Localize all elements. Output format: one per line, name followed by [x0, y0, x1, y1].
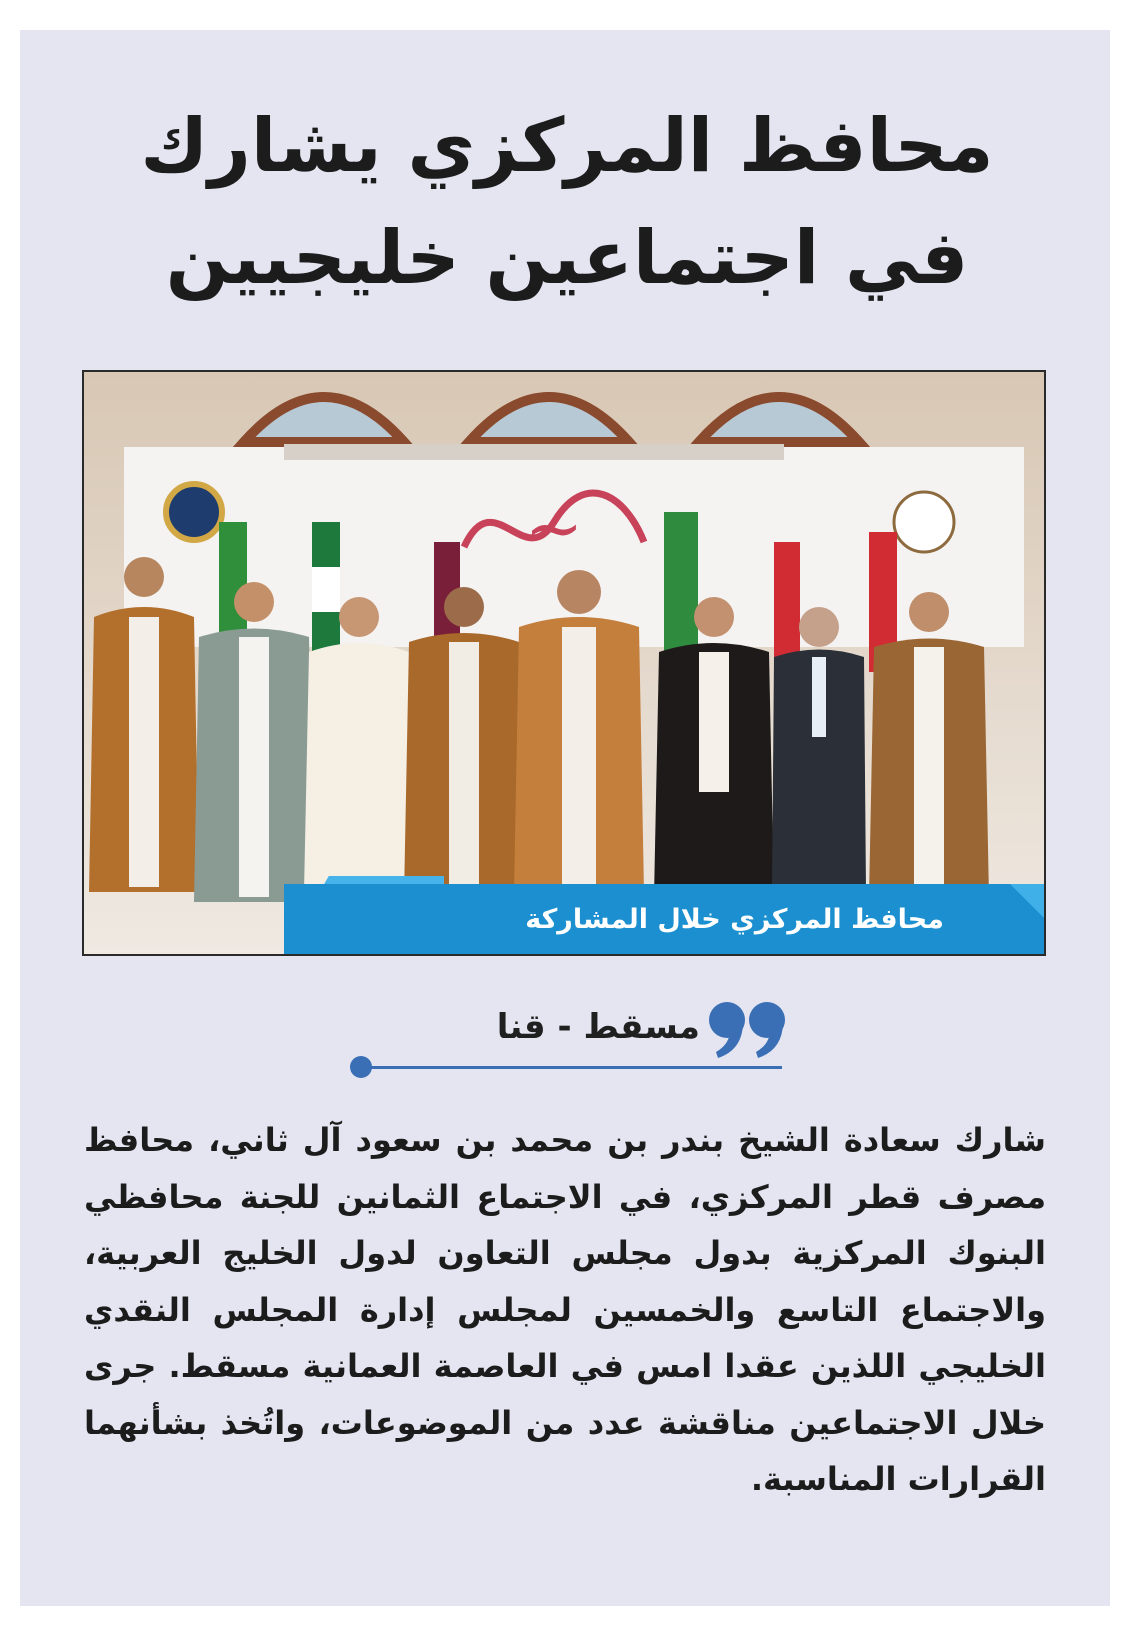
- dateline: مسقط - قنا: [496, 1007, 700, 1047]
- article-headline: [40, 90, 1094, 314]
- article-body: شارك سعادة الشيخ بندر بن محمد بن سعود آل ثاني، محافظ مصرف قطر المركزي، في الاجتماع الثمانين للجنة محافظي البنوك المركزية بدول مجلس التعاون لدول الخليج العربية، والاجتماع التاسع والخمسين لمجلس إدارة المجلس النقدي الخليجي اللذين عقدا امس في العاصمة العمانية مسقط. جرى خلال الاجتماعين مناقشة عدد من الموضوعات، واتُخذ بشأنهما القرارات المناسبة.: [84, 1121, 1046, 1498]
- dateline-rule-dot: [350, 1056, 372, 1078]
- headline-line-2: في اجتماعين خليجيين: [165, 215, 969, 301]
- headline-line-1: محافظ المركزي يشارك: [140, 103, 994, 189]
- photo-caption-bar: [284, 884, 1044, 954]
- article-photo: [82, 370, 1046, 956]
- svg-text:~: ~: [524, 487, 584, 569]
- group-photo-illustration: [84, 372, 1044, 954]
- quote-mark-icon: [706, 1000, 788, 1060]
- photo-caption: محافظ المركزي خلال المشاركة: [525, 903, 944, 935]
- dateline-rule: [362, 1066, 782, 1069]
- arched-windows: [244, 397, 859, 442]
